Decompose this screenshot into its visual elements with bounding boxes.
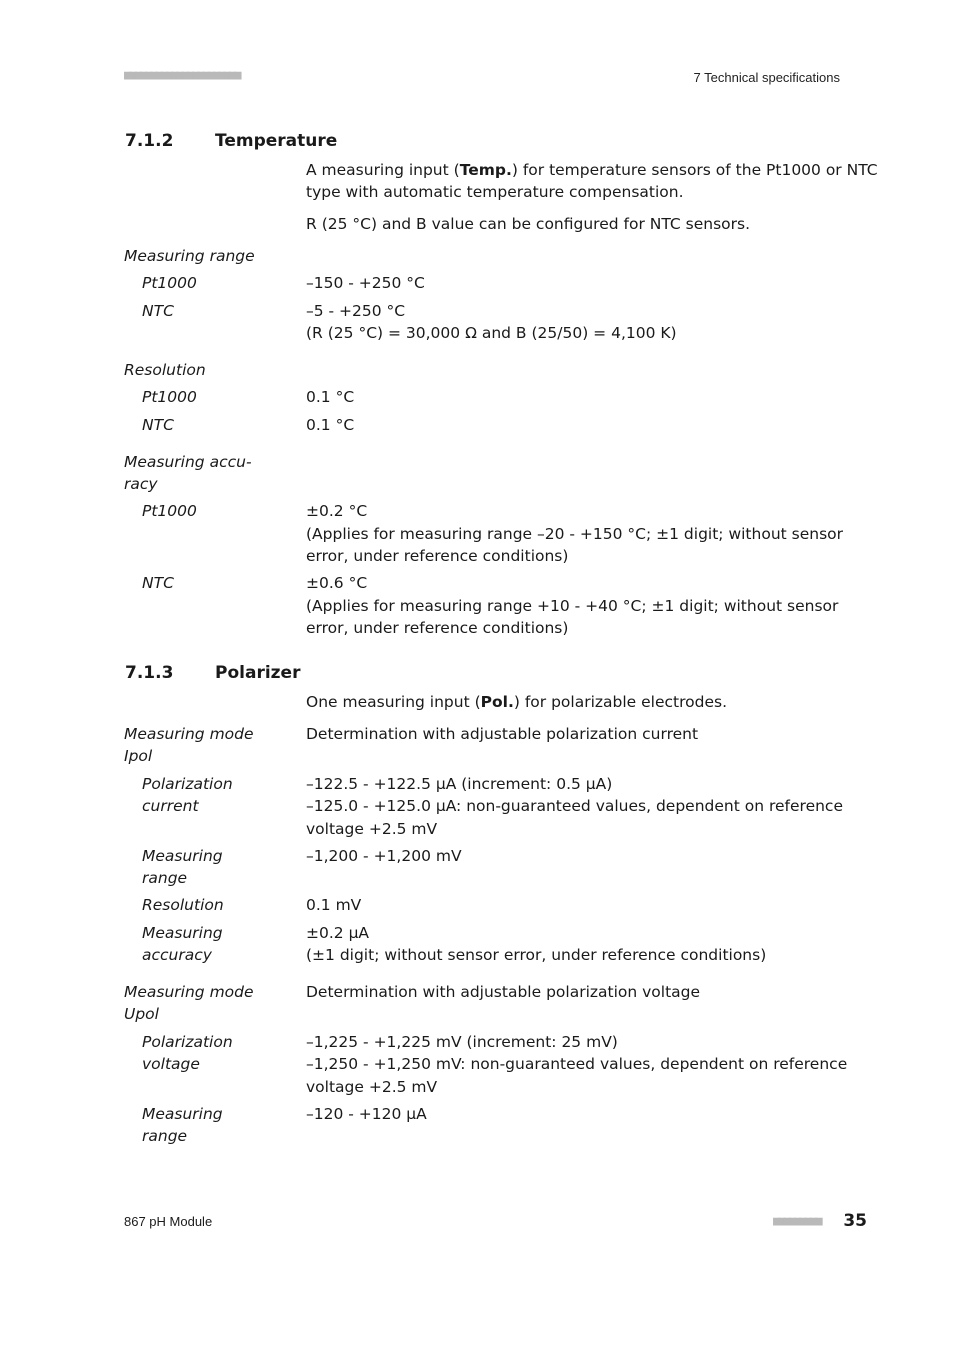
spec-value: –1,200 - +1,200 mV bbox=[306, 847, 462, 865]
section-title: Polarizer bbox=[215, 663, 301, 683]
intro-text: A measuring input (Temp.) for temperature sensors of the Pt1000 or NTC bbox=[306, 161, 878, 179]
spec-label: Measuring mode bbox=[124, 983, 254, 1001]
spec-value: –1,225 - +1,225 mV (increment: 25 mV) bbox=[306, 1033, 618, 1051]
spec-sublabel: voltage bbox=[142, 1055, 200, 1073]
spec-value: voltage +2.5 mV bbox=[306, 1078, 438, 1096]
spec-sublabel: NTC bbox=[142, 302, 174, 320]
spec-value: 0.1 °C bbox=[306, 416, 355, 434]
section-title: Temperature bbox=[215, 131, 338, 151]
spec-label: Upol bbox=[124, 1005, 159, 1023]
spec-value: Determination with adjustable polarization voltage bbox=[306, 983, 701, 1001]
spec-sublabel: Measuring bbox=[142, 1105, 223, 1123]
spec-sublabel: Pt1000 bbox=[142, 388, 197, 406]
spec-sublabel: Resolution bbox=[142, 896, 224, 914]
spec-sublabel: current bbox=[142, 797, 199, 815]
spec-value: 0.1 mV bbox=[306, 896, 362, 914]
spec-value: (±1 digit; without sensor error, under reference conditions) bbox=[306, 946, 767, 964]
spec-value: ±0.6 °C bbox=[306, 574, 368, 592]
spec-label: Resolution bbox=[124, 361, 206, 379]
spec-value: –1,250 - +1,250 mV: non-guaranteed values, dependent on reference bbox=[306, 1055, 848, 1073]
spec-sublabel: Pt1000 bbox=[142, 274, 197, 292]
spec-value: error, under reference conditions) bbox=[306, 547, 569, 565]
spec-value: (R (25 °C) = 30,000 Ω and B (25/50) = 4,100 K) bbox=[306, 324, 677, 342]
spec-sublabel: Pt1000 bbox=[142, 502, 197, 520]
spec-sublabel: range bbox=[142, 869, 188, 887]
spec-value: ±0.2 °C bbox=[306, 502, 368, 520]
spec-sublabel: accuracy bbox=[142, 946, 212, 964]
spec-sublabel: NTC bbox=[142, 574, 174, 592]
spec-value: Determination with adjustable polarization current bbox=[306, 725, 699, 743]
section-number: 7.1.3 bbox=[125, 663, 174, 683]
spec-value: voltage +2.5 mV bbox=[306, 820, 438, 838]
header-decoration: ■■■■■■■■■■■■■■■■■■■■■■ bbox=[124, 68, 239, 83]
spec-value: (Applies for measuring range –20 - +150 °C; ±1 digit; without sensor bbox=[306, 525, 844, 543]
spec-value: 0.1 °C bbox=[306, 388, 355, 406]
spec-value: –125.0 - +125.0 µA: non-guaranteed values, dependent on reference bbox=[306, 797, 843, 815]
intro-text: type with automatic temperature compensation. bbox=[306, 183, 684, 201]
footer-product: 867 pH Module bbox=[124, 1214, 213, 1229]
spec-value: –5 - +250 °C bbox=[306, 302, 406, 320]
spec-sublabel: range bbox=[142, 1127, 188, 1145]
input-name: Temp. bbox=[459, 161, 512, 179]
spec-sublabel: Measuring bbox=[142, 924, 223, 942]
spec-sublabel: Polarization bbox=[142, 775, 233, 793]
intro-text: R (25 °C) and B value can be configured for NTC sensors. bbox=[306, 215, 751, 233]
section-number: 7.1.2 bbox=[125, 131, 174, 151]
spec-value: –120 - +120 µA bbox=[306, 1105, 427, 1123]
spec-sublabel: Polarization bbox=[142, 1033, 233, 1051]
spec-value: –150 - +250 °C bbox=[306, 274, 425, 292]
footer-decoration: ■■■■■■■■■ bbox=[773, 1214, 821, 1229]
spec-value: –122.5 - +122.5 µA (increment: 0.5 µA) bbox=[306, 775, 613, 793]
spec-label: Ipol bbox=[124, 747, 153, 765]
spec-sublabel: Measuring bbox=[142, 847, 223, 865]
page-number: 35 bbox=[843, 1211, 867, 1231]
spec-value: ±0.2 µA bbox=[306, 924, 370, 942]
spec-label: Measuring mode bbox=[124, 725, 254, 743]
running-header: 7 Technical specifications bbox=[693, 70, 840, 85]
spec-label: Measuring accu- bbox=[124, 453, 252, 471]
spec-value: error, under reference conditions) bbox=[306, 619, 569, 637]
spec-sublabel: NTC bbox=[142, 416, 174, 434]
intro-text: One measuring input (Pol.) for polarizable electrodes. bbox=[306, 693, 727, 711]
input-name: Pol. bbox=[480, 693, 514, 711]
spec-label: Measuring range bbox=[124, 247, 255, 265]
spec-label: racy bbox=[124, 475, 158, 493]
spec-value: (Applies for measuring range +10 - +40 °C; ±1 digit; without sensor bbox=[306, 597, 839, 615]
